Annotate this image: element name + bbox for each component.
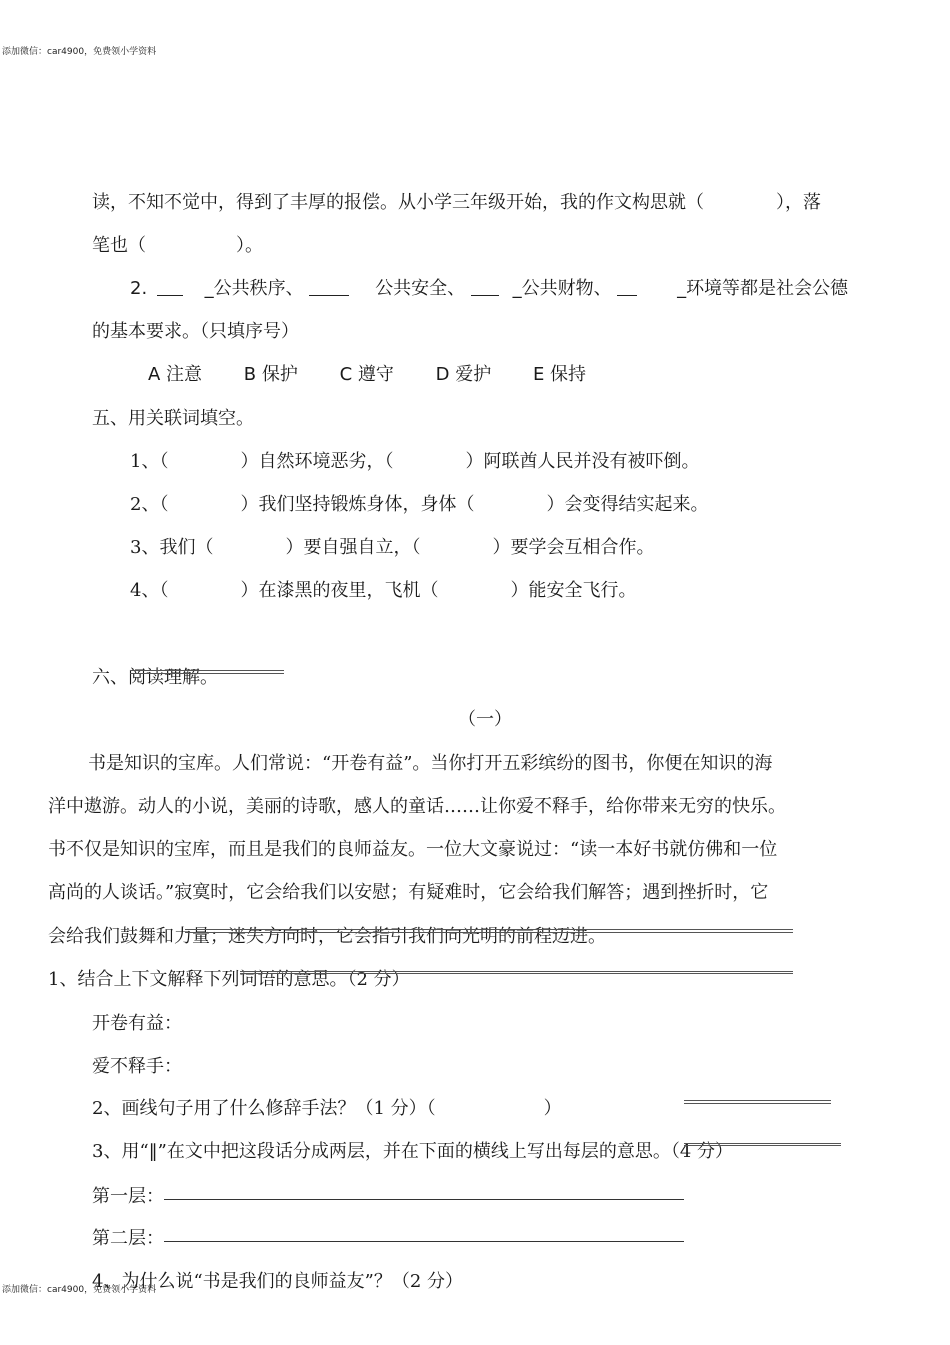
s5-item-2: 2、（ ）我们坚持锻炼身体，身体（ ）会变得结实起来。 xyxy=(130,494,709,515)
q3-layer-1-row xyxy=(92,1185,684,1209)
s4-q2-line2: 的基本要求。（只填序号） xyxy=(92,321,299,342)
s4-line2: 笔也（ ）。 xyxy=(92,235,263,256)
q1-term-1: 开卷有益： xyxy=(92,1013,182,1034)
passage-line-4: 高尚的人谈话。”寂寞时，它会给我们以安慰；有疑难时，它会给我们解答；遇到挫折时，它 xyxy=(48,882,769,903)
option-d: D 爱护 xyxy=(435,364,492,385)
q3-layer-1-answer-line[interactable] xyxy=(164,1199,684,1200)
s4-options xyxy=(148,363,622,387)
option-a: A 注意 xyxy=(148,364,203,385)
s6-subtitle: （一） xyxy=(458,709,512,730)
passage-line-5: 会给我们鼓舞和力量；迷失方向时，它会指引我们向光明的前程迈进。 xyxy=(48,926,606,947)
q3-layer-1-label: 第一层： xyxy=(92,1186,164,1207)
s4-q2-line xyxy=(130,277,848,301)
s5-item-4: 4、（ ）在漆黑的夜里，飞机（ ）能安全飞行。 xyxy=(130,580,637,601)
option-c: C 遵守 xyxy=(339,364,394,385)
watermark-top: 添加微信：car4900，免费领小学资料 xyxy=(2,47,157,57)
passage-line-3: 书不仅是知识的宝库，而且是我们的良师益友。一位大文豪说过：“读一本好书就仿佛和一位 xyxy=(48,839,778,860)
passage-line-1: 书是知识的宝库。人们常说：“开卷有益”。当你打开五彩缤纷的图书，你便在知识的海 xyxy=(88,753,773,774)
decor-strike xyxy=(684,1100,831,1104)
q2-part-3: _公共财物、 xyxy=(512,278,612,299)
decor-strike xyxy=(130,670,284,674)
q2-blank-4[interactable] xyxy=(617,277,637,296)
passage-line-2: 洋中遨游。动人的小说，美丽的诗歌，感人的童话……让你爱不释手，给你带来无穷的快乐。 xyxy=(48,796,786,817)
decor-strike xyxy=(240,971,793,974)
q3-layer-2-row xyxy=(92,1227,684,1251)
decor-strike xyxy=(684,1143,841,1146)
question-1: 1、结合上下文解释下列词语的意思。（2 分） xyxy=(48,969,410,990)
question-3: 3、用“‖”在文中把这段话分成两层，并在下面的横线上写出每层的意思。（4 分） xyxy=(92,1141,734,1162)
q3-layer-2-label: 第二层： xyxy=(92,1228,164,1249)
q1-term-2: 爱不释手： xyxy=(92,1056,182,1077)
q2-blank-3[interactable] xyxy=(471,277,499,296)
q2-part-1: _公共秩序、 xyxy=(204,278,304,299)
decor-strike xyxy=(185,929,793,933)
q2-part-2: 公共安全、 xyxy=(375,278,466,299)
option-e: E 保持 xyxy=(532,364,587,385)
q2-part-4: _环境等都是社会公德 xyxy=(677,278,849,299)
question-2: 2、画线句子用了什么修辞手法？（1 分）（ ） xyxy=(92,1098,562,1119)
s5-item-1: 1、（ ）自然环境恶劣，（ ）阿联酋人民并没有被吓倒。 xyxy=(130,451,700,472)
s5-title: 五、用关联词填空。 xyxy=(92,408,254,429)
q2-number: 2. xyxy=(130,278,148,299)
watermark-bottom: 添加微信：car4900，免费领小学资料 xyxy=(2,1285,157,1295)
s6-title: 六、阅读理解。 xyxy=(92,667,218,688)
s5-item-3: 3、我们（ ）要自强自立，（ ）要学会互相合作。 xyxy=(130,537,655,558)
question-4: 4、为什么说“书是我们的良师益友”？（2 分） xyxy=(92,1271,464,1292)
q2-blank-1[interactable] xyxy=(157,277,183,296)
q3-layer-2-answer-line[interactable] xyxy=(164,1241,684,1242)
s4-line1: 读，不知不觉中，得到了丰厚的报偿。从小学三年级开始，我的作文构思就（ ），落 xyxy=(92,192,821,213)
q2-blank-2[interactable] xyxy=(309,277,349,296)
option-b: B 保护 xyxy=(243,364,298,385)
